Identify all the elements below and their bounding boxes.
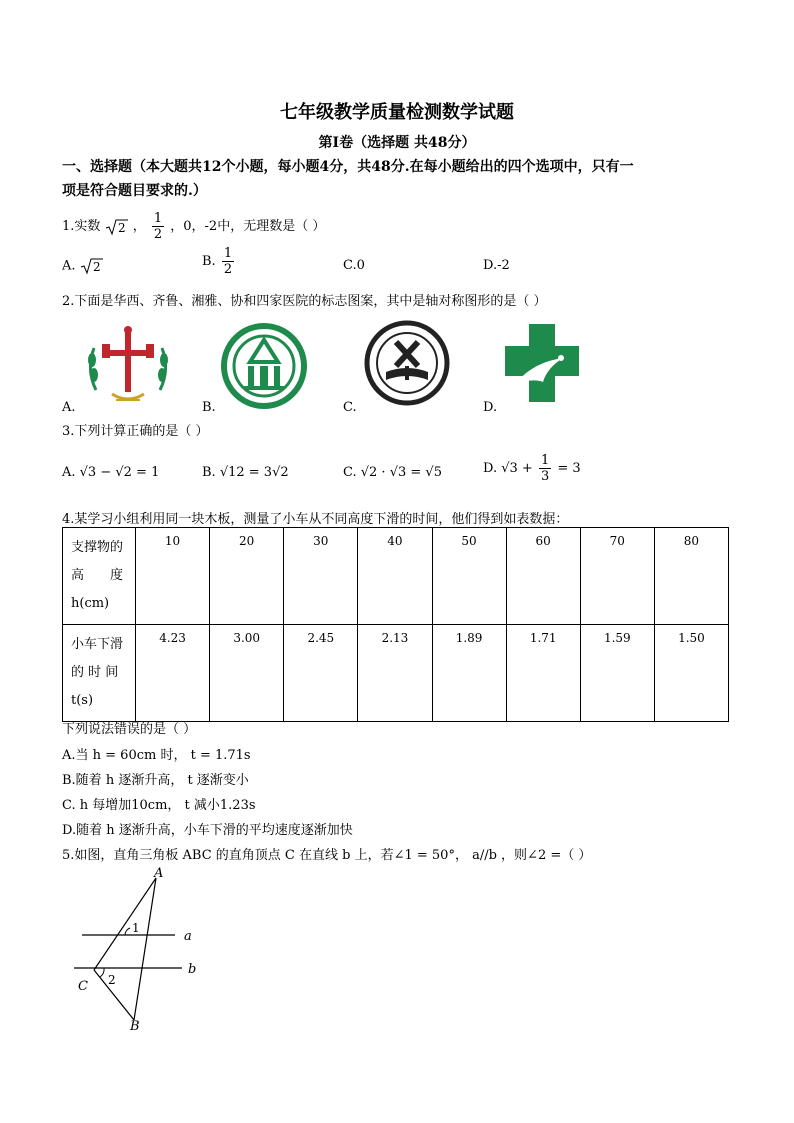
q4-option-c: C. h 每增加10cm， t 减小1.23s — [62, 798, 256, 813]
table-head-line: 高 度 — [71, 568, 124, 583]
table-head-line: t(s) — [71, 693, 94, 708]
table-cell: 2.45 — [284, 625, 358, 722]
table-cell: 30 — [284, 528, 358, 625]
q1-stem — [62, 211, 325, 242]
q3-option-b: B. √12 = 3√2 — [202, 465, 289, 480]
side-ab — [134, 878, 156, 1020]
q1-stem-post: ，0，-2中，无理数是（ ） — [170, 219, 326, 234]
part-subtitle: 第Ⅰ卷（选择题 共48分） — [318, 135, 476, 151]
triangle-figure — [70, 866, 220, 1030]
table-cell: 50 — [432, 528, 506, 625]
frac-denominator: 3 — [540, 469, 550, 484]
q1-fraction — [152, 211, 164, 242]
q2-option-b: B. — [202, 400, 216, 415]
table-cell: 80 — [654, 528, 728, 625]
q5-stem: 5.如图，直角三角板 ABC 的直角顶点 C 在直线 b 上，若∠1 = 50°， a//b ，则∠2 =（ ） — [62, 848, 592, 863]
q1-option-c: C.0 — [343, 258, 365, 273]
section-line-1: 一、选择题（本大题共12个小题，每小题4分，共48分.在每小题给出的四个选项中，只有一 — [62, 159, 634, 175]
table-cell: 4.23 — [136, 625, 210, 722]
q4-option-d: D.随着 h 逐渐升高，小车下滑的平均速度逐渐加快 — [62, 823, 353, 838]
q1-stem-pre: 1.实数 — [62, 219, 101, 234]
table-row-time — [63, 625, 729, 722]
side-ac — [94, 878, 156, 970]
frac-numerator: 1 — [153, 211, 163, 226]
q4-option-a: A.当 h = 60cm 时， t = 1.71s — [62, 748, 251, 763]
table-head-height — [63, 528, 136, 625]
label-c-vertex: C — [78, 979, 88, 994]
q2-option-d: D. — [483, 400, 498, 415]
data-table — [62, 527, 729, 722]
frac-denominator: 2 — [223, 262, 233, 277]
q2-stem: 2.下面是华西、齐鲁、湘雅、协和四家医院的标志图案，其中是轴对称图形的是（ ） — [62, 294, 547, 309]
table-cell: 1.71 — [506, 625, 580, 722]
q3-option-d — [483, 453, 581, 484]
q1-option-a-label: A. — [62, 258, 76, 274]
label-angle-2: 2 — [108, 973, 116, 987]
svg-text:2: 2 — [92, 260, 101, 274]
q4-stem: 4.某学习小组利用同一块木板，测量了小车从不同高度下滑的时间，他们得到如表数据： — [62, 512, 569, 527]
frac-numerator: 1 — [540, 453, 550, 468]
angle-2-arc — [100, 968, 104, 977]
table-cell: 60 — [506, 528, 580, 625]
table-cell: 20 — [210, 528, 284, 625]
q1-option-b-label: B. — [202, 254, 216, 269]
section-line-2: 项是符合题目要求的.） — [62, 183, 207, 199]
label-line-b: b — [188, 962, 197, 977]
q1-option-b-fraction — [222, 246, 234, 277]
q1-stem-mid: ， — [132, 219, 146, 234]
q1-option-b — [202, 246, 236, 277]
section-instructions — [62, 155, 742, 203]
sqrt2-symbol — [80, 257, 104, 275]
qilu-logo-image — [220, 322, 308, 410]
huaxi-logo-image — [82, 320, 174, 410]
q3-option-d-fraction — [539, 453, 551, 484]
frac-denominator: 2 — [153, 227, 163, 242]
q3-option-d-pre: D. √3 + — [483, 461, 533, 476]
page-title: 七年级教学质量检测数学试题 — [280, 102, 514, 123]
table-head-line: h(cm) — [71, 596, 110, 611]
q4-question: 下列说法错误的是（ ） — [62, 722, 197, 737]
angle-1-arc — [125, 928, 130, 935]
table-cell: 40 — [358, 528, 432, 625]
label-a-vertex: A — [154, 866, 164, 881]
label-b-vertex: B — [130, 1019, 140, 1030]
xiangya-logo-image — [364, 320, 450, 406]
svg-text:2: 2 — [117, 220, 126, 235]
table-cell: 70 — [580, 528, 654, 625]
table-cell: 1.89 — [432, 625, 506, 722]
table-cell: 3.00 — [210, 625, 284, 722]
q4-option-b: B.随着 h 逐渐升高， t 逐渐变小 — [62, 773, 249, 788]
table-head-time — [63, 625, 136, 722]
q3-option-d-post: = 3 — [557, 461, 581, 476]
q2-option-a: A. — [62, 400, 76, 415]
table-cell: 2.13 — [358, 625, 432, 722]
table-cell: 1.50 — [654, 625, 728, 722]
q3-option-c: C. √2 · √3 = √5 — [343, 465, 442, 480]
table-head-line: 小车下滑 — [71, 637, 124, 652]
q1-option-d: D.-2 — [483, 258, 510, 273]
q3-stem: 3.下列计算正确的是（ ） — [62, 424, 209, 439]
table-row-height — [63, 528, 729, 625]
q1-option-a — [62, 257, 104, 275]
sqrt2-symbol — [105, 218, 129, 236]
table-head-line: 支撑物的 — [71, 540, 124, 555]
q2-option-c: C. — [343, 400, 357, 415]
label-line-a: a — [184, 929, 192, 944]
table-cell: 1.59 — [580, 625, 654, 722]
frac-numerator: 1 — [223, 246, 233, 261]
label-angle-1: 1 — [132, 921, 140, 935]
xiehe-logo-image — [503, 322, 581, 406]
q3-option-a: A. √3 − √2 = 1 — [62, 465, 160, 480]
table-cell: 10 — [136, 528, 210, 625]
table-head-line: 的 时 间 — [71, 665, 119, 680]
